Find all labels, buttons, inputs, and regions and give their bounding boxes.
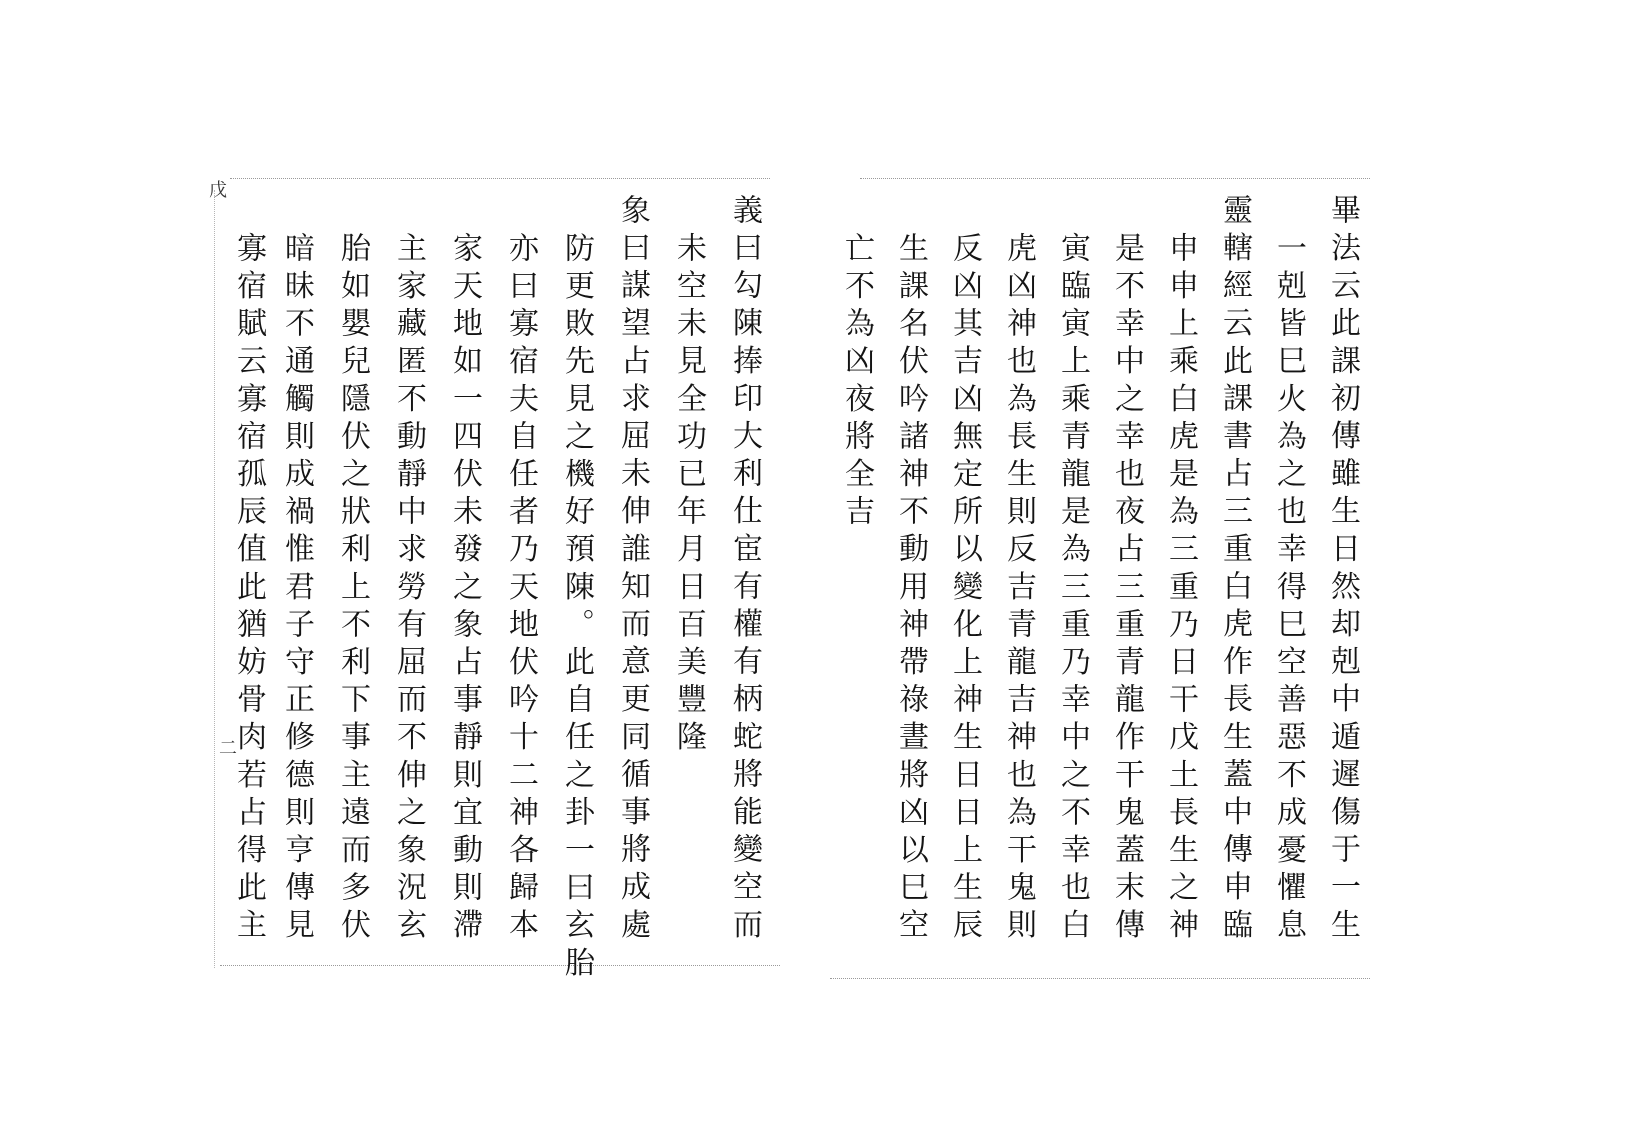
- text-column: 寡宿賦云寡宿孤辰值此猶妨骨肉若占得此主: [231, 232, 266, 947]
- text-column: 靈轄經云此課書占三重白虎作長生蓋中傳申臨: [1217, 194, 1252, 946]
- text-column: 胎如嬰兒隱伏之狀利上不利下事主遠而多伏: [335, 232, 370, 947]
- text-column: 亦曰寡宿夫自任者乃天地伏吟十二神各歸本: [503, 232, 538, 947]
- text-column: 生課名伏吟諸神不動用神帶祿晝將凶以巳空: [893, 232, 928, 947]
- text-column: 象曰謀望占求屈未伸誰知而意更同循事將成處: [615, 194, 650, 946]
- text-column: 虎凶神也為長生則反吉青龍吉神也為干鬼則: [1001, 232, 1036, 947]
- text-column: 畢法云此課初傳雖生日然却剋中遁遲傷于一生: [1325, 194, 1360, 946]
- text-column: 未空未見全功已年月日百美豐隆: [671, 232, 706, 759]
- text-column: 亡不為凶夜將全吉: [839, 232, 874, 533]
- text-column: 家天地如一四伏未發之象占事靜則宜動則滯: [447, 232, 482, 947]
- fold-mark: 戊: [206, 180, 227, 198]
- text-column: 防更敗先見之機好預陳。此自任之卦一曰玄胎: [559, 232, 594, 984]
- page-number: 二: [216, 738, 237, 756]
- text-column: 反凶其吉凶無定所以變化上神生日日上生辰: [947, 232, 982, 947]
- text-column: 主家藏匿不動靜中求勞有屈而不伸之象況玄: [391, 232, 426, 947]
- text-column: 義曰勾陳捧印大利仕宦有權有柄蛇將能變空而: [727, 194, 762, 946]
- text-column: 是不幸中之幸也夜占三重青龍作干鬼蓋末傳: [1109, 232, 1144, 947]
- text-column: 申申上乘白虎是為三重乃日干戊土長生之神: [1163, 232, 1198, 947]
- text-column: 暗昧不通觸則成禍惟君子守正修德則亨傳見: [279, 232, 314, 947]
- text-column: 一剋皆巳火為之也幸得巳空善惡不成憂懼息: [1271, 232, 1306, 947]
- text-column: 寅臨寅上乘青龍是為三重乃幸中之不幸也白: [1055, 232, 1090, 947]
